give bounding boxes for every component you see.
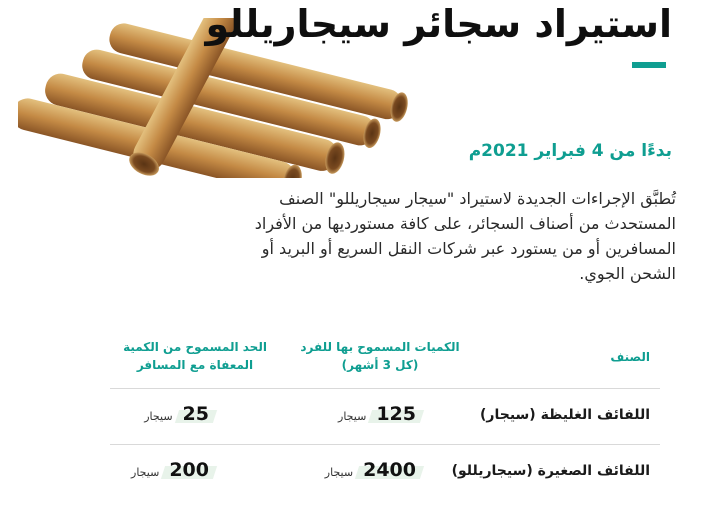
allowance-table <box>110 338 660 500</box>
table-row <box>110 388 660 444</box>
allowed-quantity-cell <box>325 459 422 481</box>
exempt-limit-unit: سيجار <box>131 466 160 479</box>
exempt-limit-unit: سيجار <box>144 410 173 423</box>
exempt-limit-value: 25 <box>177 403 215 425</box>
effective-date: بدءًا من 4 فبراير 2021م <box>468 141 672 161</box>
allowed-quantity-value: 125 <box>370 403 422 425</box>
allowed-quantity-unit: سيجار <box>324 466 354 479</box>
table-header <box>110 338 660 388</box>
header-exempt-limit: الحد المسموح من الكمية المعفاة مع المسافر <box>123 340 267 372</box>
allowed-quantity-value: 2400 <box>357 459 422 481</box>
title-accent-bar <box>632 62 666 68</box>
exempt-limit-value: 200 <box>163 459 215 481</box>
description-text: تُطبَّق الإجراءات الجديدة لاستيراد "سيجار سيجاريللو" الصنف المستحدث من أصناف السجائر، على كافة مستورديها من الأفراد المسافرين أو من يستورد عبر شركات النقل السريع أو البريد أو الشحن الجوي. <box>254 189 676 283</box>
allowed-quantity-cell <box>338 403 422 425</box>
page-title: استيراد سجائر سيجاريللو <box>205 2 672 46</box>
header-allowed-quantity: الكميات المسموح بها للفرد (كل 3 أشهر) <box>300 340 460 372</box>
row-category: اللفائف الغليظة (سيجار) <box>480 407 650 423</box>
table-row <box>110 444 660 500</box>
row-category: اللفائف الصغيرة (سيجاريللو) <box>451 463 650 479</box>
allowed-quantity-unit: سيجار <box>338 410 367 423</box>
exempt-limit-cell <box>144 403 215 425</box>
exempt-limit-cell <box>131 459 215 481</box>
header-category: الصنف <box>610 350 650 364</box>
